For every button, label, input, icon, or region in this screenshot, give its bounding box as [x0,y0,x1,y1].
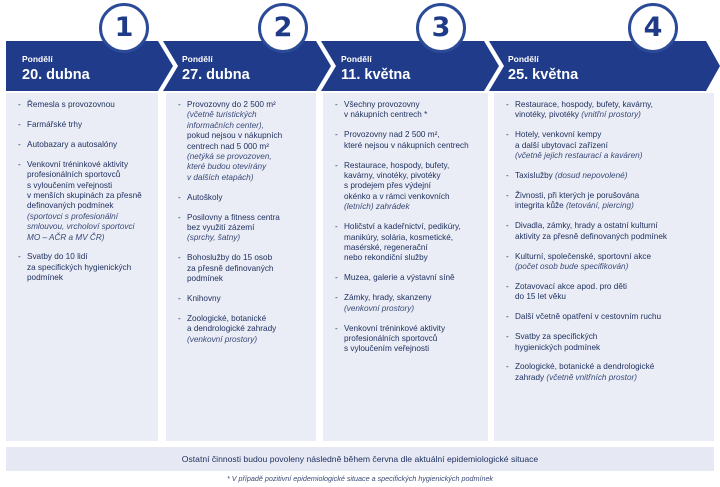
item-line: - Svatby za specifických [515,332,598,342]
item-line: - Venkovní tréninkové aktivity [344,323,446,333]
item-note-line: (sportovci s profesionální [27,211,119,221]
item-line: které nejsou v nákupních centrech [344,140,469,150]
item-line: kavárny, vinotéky, pivotéky [344,171,441,181]
item-note: (tetování, piercing) [565,201,634,211]
item-note-line: smlouvou, vrcholoví sportovci [27,222,135,232]
list-item [178,314,310,345]
item-note-line: (venkovní prostory) [187,334,258,344]
item-line: - Svatby do 10 lidí [27,252,88,262]
item-line: - Hotely, venkovní kempy [515,130,602,140]
phase-number-4: 4 [628,3,678,53]
item-line: - Kulturní, společenské, sportovní akce [515,251,652,261]
list-item [178,213,310,244]
item-line: s vyloučením veřejnosti [344,344,430,354]
list-item [18,100,152,110]
list-item [18,140,152,150]
item-line: do 15 let věku [515,292,566,302]
item-note-line: (včetně jejich restaurací a kaváren) [515,151,643,161]
item-line: s vyloučením veřejnosti [27,180,113,190]
list-item [506,312,708,322]
item-line: - Zotavovací akce apod. pro děti [515,281,627,291]
list-item [335,293,482,314]
item-line: - Provozovny do 2 500 m² [187,100,276,109]
list-item [506,252,708,273]
list-item [335,324,482,355]
item-note-line: (netýká se provozoven, [187,152,272,162]
phase-number-2: 2 [258,3,308,53]
item-line: okénko a v rámci venkovních [344,191,450,201]
phase-column-2 [166,93,316,441]
item-line: podmínek [27,273,63,283]
phase-number-3: 3 [416,3,466,53]
item-line: v nákupních centrech * [344,110,428,120]
list-item [335,130,482,151]
footnote: * V případě pozitivní epidemiologické situace a specifických hygienických podmínek [226,474,494,483]
item-line: - Posilovny a fitness centra [187,212,280,222]
item-line: za přesně definovaných [187,263,274,273]
item-note: (vnitřní prostory) [581,110,641,120]
item-line: nebo rekondiční služby [344,253,428,263]
phase-date: 11. května [341,67,411,83]
item-line: - Zámky, hrady, skanzeny [344,293,432,303]
list-item [335,222,482,264]
item-note-line: které budou otevírány [187,162,267,172]
item-note: (dosud nepovolené) [555,171,628,181]
phase-number-1: 1 [99,3,149,53]
list-item [506,171,708,181]
item-line: - Farmářské trhy [27,119,83,129]
phase-date: 27. dubna [182,67,250,83]
item-line: profesionálních sportovců [27,170,121,180]
list-item [18,160,152,243]
item-note-line: v dalších etapách) [187,172,254,182]
item-line: v menších skupinách za přesně [27,190,142,200]
item-line: profesionálních sportovců [344,333,438,343]
item-line: - Holičství a kadeřnictví, pedikúry, [344,222,461,232]
phase-date-3 [341,54,410,84]
phase-day: Pondělí [341,54,372,64]
phase-column-3 [323,93,488,441]
phase-date-1 [22,54,90,84]
item-note-line: (počet osob bude specifikován) [515,261,629,271]
list-item [335,100,482,121]
item-line: - Bohoslužby do 15 osob [187,253,273,263]
item-line: - Všechny provozovny [344,100,420,109]
item-line: manikúry, solária, kosmetické, [344,232,454,242]
item-line: bez využití zázemí [187,223,255,233]
item-line: za specifických hygienických [27,262,132,272]
item-line: - Knihovny [187,294,221,304]
item-line: aktivity za přesně definovaných podmínek [515,231,668,241]
list-item [506,221,708,242]
list-item [178,193,310,203]
phase-day: Pondělí [22,54,53,64]
item-note: (včetně vnitřních prostor) [546,372,637,382]
list-item [335,273,482,283]
list-item [506,282,708,303]
item-line: - Zoologické, botanické [187,314,267,323]
item-line: definovaných podmínek [27,201,114,211]
item-line: integrita kůže (tetování, piercing) [515,201,634,211]
list-item [506,362,708,383]
footer-note: Ostatní činnosti budou povoleny následně během června dle aktuální epidemiologické situace [6,447,714,471]
item-line: zahrady (včetně vnitřních prostor) [515,372,637,382]
item-line: - Zoologické, botanické a dendrologické [515,362,655,372]
phase-day: Pondělí [508,54,539,64]
list-item [506,130,708,161]
item-line: - Provozovny nad 2 500 m², [344,130,440,140]
item-line: podmínek [187,274,223,284]
phase-column-4 [494,93,714,441]
item-line: - Restaurace, hospody, bufety, [344,160,450,170]
list-item [178,100,310,183]
item-line: centrech nad 5 000 m² [187,141,269,151]
item-note-line: (sprchy, šatny) [187,233,241,243]
item-line: - Autobazary a autosalóny [27,139,118,149]
item-line: - Další včetně opatření v cestovním ruchu [515,312,662,322]
list-item [506,191,708,212]
item-line: s prodejem přes výdejní [344,181,431,191]
item-line: - Živnosti, při kterých je porušována [515,190,640,200]
phase-column-1 [6,93,158,441]
item-line: - Taxislužby (dosud nepovolené) [515,171,628,181]
item-line: masérské, regenerační [344,242,428,252]
item-line: - Muzea, galerie a výstavní síně [344,273,455,283]
item-line: - Autoškoly [187,192,223,202]
phase-date: 20. dubna [22,67,90,83]
item-line: - Divadla, zámky, hrady a ostatní kulturní [515,221,658,231]
item-note-line: informačních center), [187,120,264,130]
item-note-line: (včetně turistických [187,110,257,120]
item-line: pokud nejsou v nákupních [187,131,283,141]
item-line: - Venkovní tréninkové aktivity [27,159,129,169]
phase-date: 25. května [508,67,579,83]
item-note-line: (venkovní prostory) [344,303,415,313]
item-note-line: MO – AČR a MV ČR) [27,232,105,242]
list-item [506,100,708,121]
item-line: hygienických podmínek [515,342,601,352]
item-line: - Řemesla s provozovnou [27,100,115,109]
list-item [178,294,310,304]
list-item [18,252,152,283]
item-line: - Restaurace, hospody, bufety, kavárny, [515,100,653,109]
phase-day: Pondělí [182,54,213,64]
list-item [335,161,482,213]
item-line: vinotéky, pivotéky (vnitřní prostory) [515,110,641,120]
list-item [178,253,310,284]
phase-date-2 [182,54,250,84]
list-item [18,120,152,130]
item-line: a další ubytovací zařízení [515,140,608,150]
item-line: a dendrologické zahrady [187,324,277,334]
phase-date-4 [508,54,578,84]
item-note-line: (letních) zahrádek [344,202,410,212]
list-item [506,332,708,353]
